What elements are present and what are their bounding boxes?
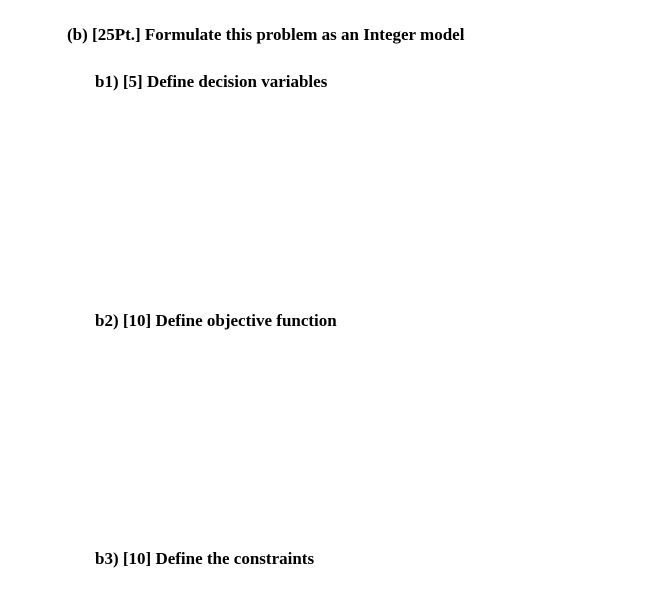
subquestion-objective-function: b2) [10] Define objective function: [95, 311, 337, 330]
subquestion-constraints: b3) [10] Define the constraints: [95, 549, 315, 568]
question-heading: (b) [25Pt.] Formulate this problem as an Integer model: [67, 25, 465, 44]
subquestion-decision-variables: b1) [5] Define decision variables: [95, 72, 328, 91]
